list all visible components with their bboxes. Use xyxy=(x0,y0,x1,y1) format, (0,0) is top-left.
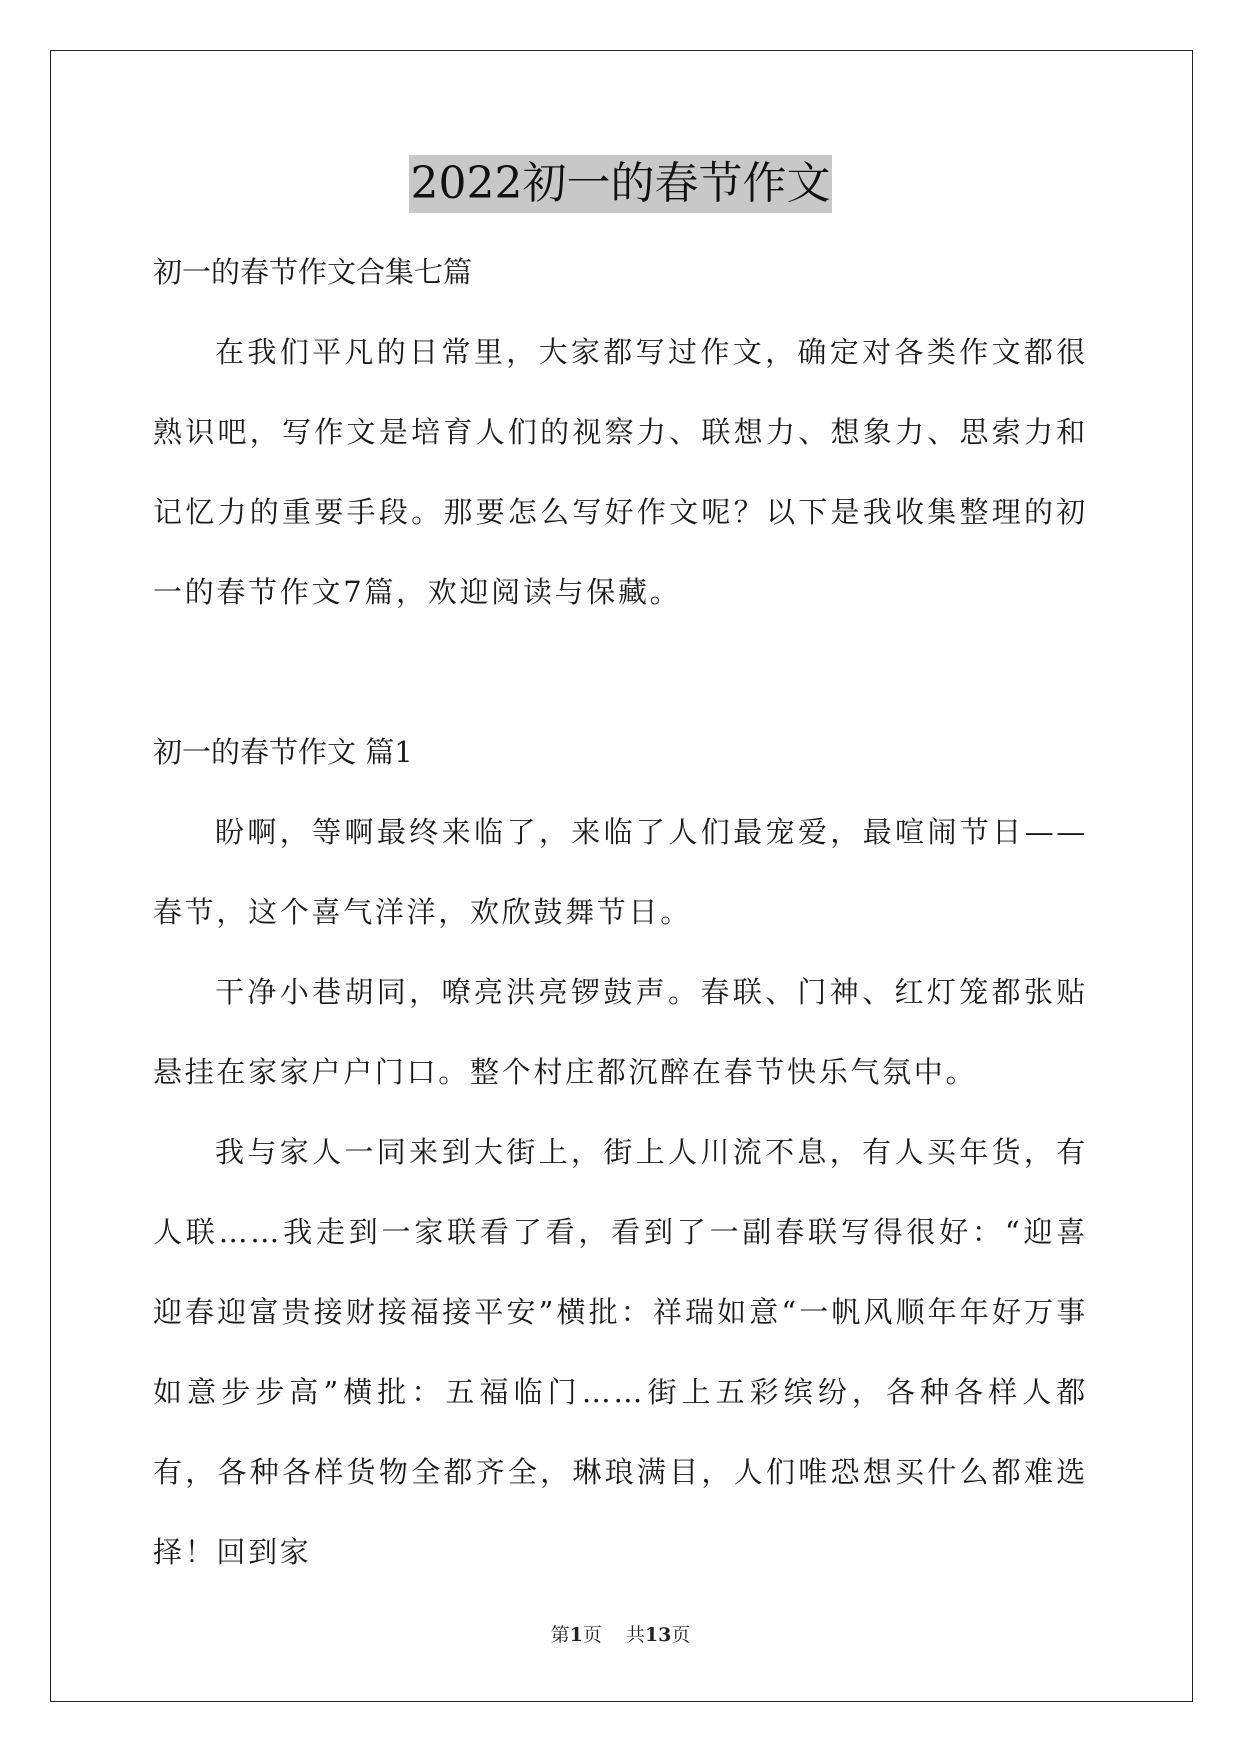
section-heading: 初一的春节作文 篇1 xyxy=(153,735,413,769)
footer-suffix: 页 xyxy=(671,1624,691,1646)
spacer xyxy=(153,632,1088,712)
body-paragraph-3: 我与家人一同来到大街上，街上人川流不息，有人买年货，有人联……我走到一家联看了看，看到了一副春联写得很好：“迎喜迎春迎富贵接财接福接平安”横批：祥瑞如意“一帆风顺年年好万事如意步步高”横批：五福临门……街上五彩缤纷，各种各样人都有，各种各样货物全都齐全，琳琅满目，人们唯恐想买什么都难选择！回到家 xyxy=(153,1135,1088,1569)
page-footer xyxy=(0,1620,1241,1647)
body-paragraph-2: 干净小巷胡同，嘹亮洪亮锣鼓声。春联、门神、红灯笼都张贴悬挂在家家户户门口。整个村庄都沉醉在春节快乐气氛中。 xyxy=(153,975,1088,1089)
collection-subtitle: 初一的春节作文合集七篇 xyxy=(153,255,473,289)
document-title: 2022初一的春节作文 xyxy=(409,155,833,213)
footer-page-number: 1 xyxy=(569,1624,583,1646)
footer-prefix: 第 xyxy=(550,1624,570,1646)
footer-middle: 页 共 xyxy=(582,1624,645,1646)
title-container xyxy=(0,155,1241,213)
footer-total-pages: 13 xyxy=(644,1624,672,1646)
body-paragraph-1: 盼啊，等啊最终来临了，来临了人们最宠爱，最喧闹节日——春节，这个喜气洋洋，欢欣鼓舞节日。 xyxy=(153,815,1088,929)
intro-paragraph: 在我们平凡的日常里，大家都写过作文，确定对各类作文都很熟识吧，写作文是培育人们的视察力、联想力、想象力、思索力和记忆力的重要手段。那要怎么写好作文呢？以下是我收集整理的初一的春节作文7篇，欢迎阅读与保藏。 xyxy=(153,335,1088,609)
document-body xyxy=(153,232,1088,1592)
